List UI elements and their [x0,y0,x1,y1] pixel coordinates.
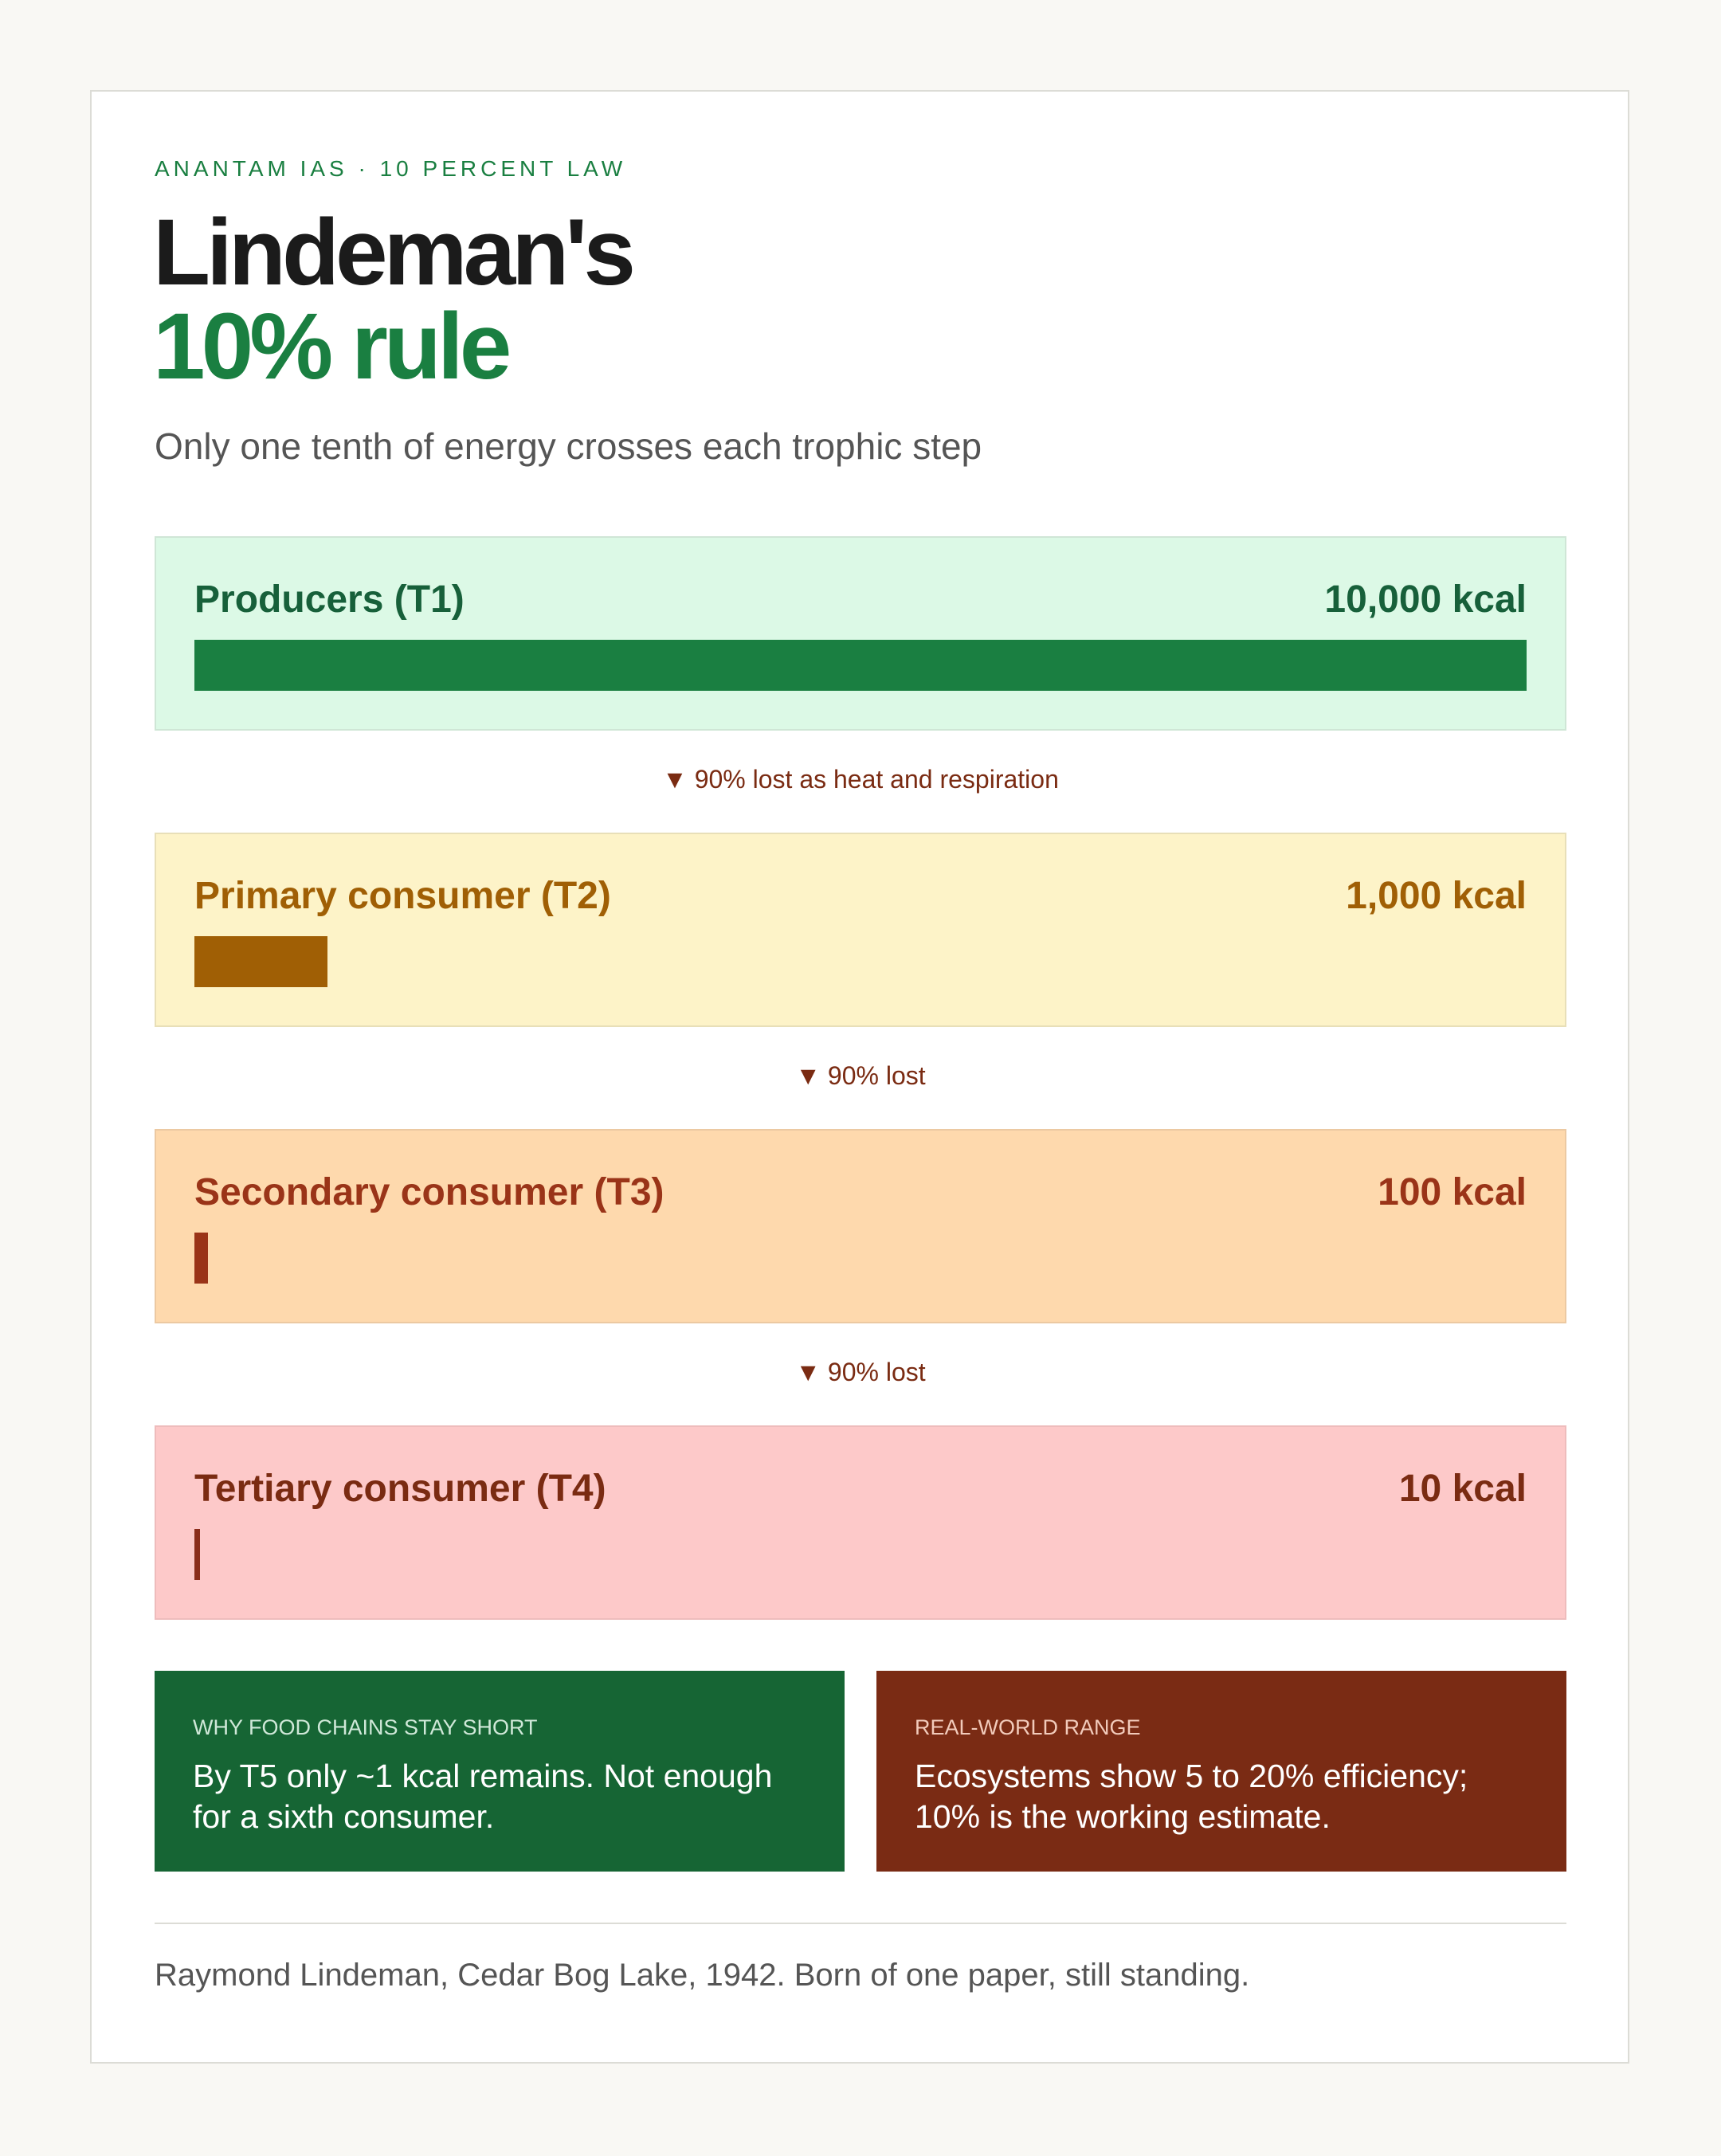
energy-bar-primary-consumer [194,936,327,987]
trophic-level-tertiary-consumer [155,1425,1566,1620]
info-box-text: Ecosystems show 5 to 20% efficiency; 10% is the working estimate. [915,1758,1468,1835]
trophic-level-secondary-consumer [155,1129,1566,1323]
title-line-2: 10% rule [153,294,508,399]
trophic-level-producers [155,536,1566,731]
footer-divider [155,1923,1566,1924]
info-box-title: WHY FOOD CHAINS STAY SHORT [193,1715,538,1739]
energy-bar-tertiary-consumer [194,1529,200,1580]
info-box-real-world-range [876,1671,1566,1872]
level-name-label: Secondary consumer (T3) [194,1171,664,1213]
info-box-short-chains [155,1671,845,1872]
eyebrow-label: ANANTAM IAS · 10 PERCENT LAW [155,156,627,181]
energy-loss-note: ▼ 90% lost [795,1358,926,1386]
title-line-1: Lindeman's [153,200,632,305]
trophic-level-primary-consumer [155,833,1566,1027]
energy-loss-note: ▼ 90% lost as heat and respiration [662,765,1059,794]
energy-loss-note: ▼ 90% lost [795,1061,926,1090]
info-box-title: REAL-WORLD RANGE [915,1715,1141,1739]
info-box-text: By T5 only ~1 kcal remains. Not enough for a sixth consumer. [193,1758,773,1835]
energy-bar-producers [194,640,1527,691]
level-value-label: 10,000 kcal [1324,578,1527,621]
level-value-label: 100 kcal [1378,1171,1527,1213]
level-value-label: 1,000 kcal [1346,875,1527,917]
footer-note: Raymond Lindeman, Cedar Bog Lake, 1942. Born of one paper, still standing. [155,1958,1250,1993]
level-value-label: 10 kcal [1398,1468,1527,1510]
energy-bar-secondary-consumer [194,1233,208,1284]
level-name-label: Primary consumer (T2) [194,875,611,917]
subtitle: Only one tenth of energy crosses each trophic step [155,425,982,467]
level-name-label: Tertiary consumer (T4) [194,1468,606,1510]
level-name-label: Producers (T1) [194,578,465,621]
